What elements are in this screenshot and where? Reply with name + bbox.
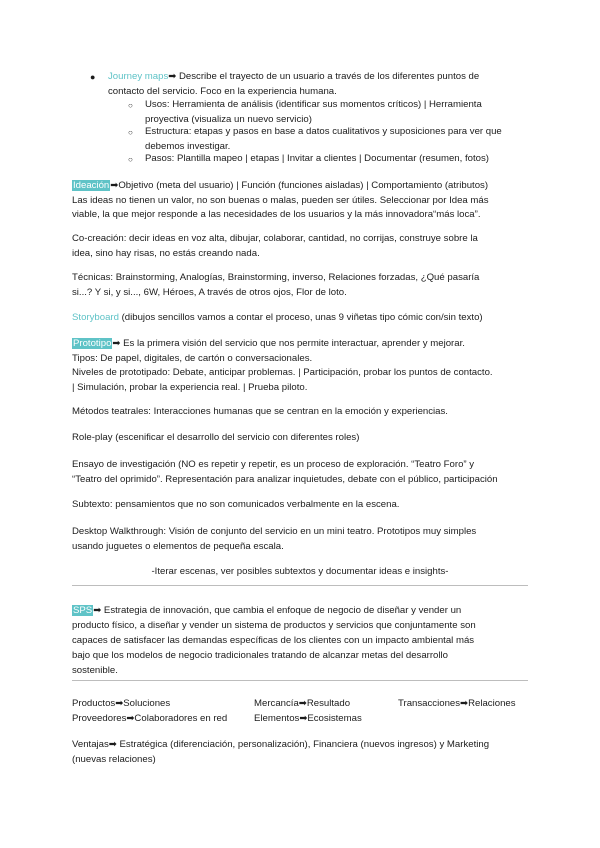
ideacion-block bbox=[72, 179, 528, 223]
prototipo-line-3: Niveles de prototipado: Debate, anticipar problemas. | Participación, probar los puntos de contacto. bbox=[72, 367, 493, 379]
desktop-line-1: Desktop Walkthrough: Visión de conjunto del servicio en un mini teatro. Prototipos muy simples bbox=[72, 526, 477, 537]
tecnicas-line-1: Técnicas: Brainstorming, Analogías, Brainstorming, inverso, Relaciones forzadas, ¿Qué pasaría bbox=[72, 272, 480, 283]
tecnicas-line-2: si...? Y si, y si..., 6W, Héroes, A través de otros ojos, Flor de loto. bbox=[72, 286, 347, 298]
estructura-line-2: debemos investigar. bbox=[145, 140, 231, 152]
sps-block bbox=[72, 603, 528, 678]
subtexto-block bbox=[72, 498, 528, 513]
subbullet-icon: ○ bbox=[128, 155, 133, 164]
roleplay-line: Role-play (escenificar el desarrollo del servicio con diferentes roles) bbox=[72, 432, 360, 443]
pair-productos: Productos➡Soluciones bbox=[72, 698, 171, 709]
pairs-col-1 bbox=[72, 697, 227, 726]
estructura-line-1: Estructura: etapas y pasos en base a datos cualitativos y suposiciones para ver que bbox=[145, 126, 502, 137]
ensayo-line-2: “Teatro del oprimido”. Representación para analizar inquietudes, debate con el público, participación bbox=[72, 473, 498, 485]
metodos-block bbox=[72, 405, 528, 420]
pair-transacciones: Transacciones➡Relaciones bbox=[398, 698, 516, 709]
cocreacion-line-2: idea, sino hay risas, no estás creando nada. bbox=[72, 247, 260, 259]
journey-sub-estructura bbox=[145, 125, 528, 154]
prototipo-line-2: Tipos: De papel, digitales, de cartón o conversacionales. bbox=[72, 352, 313, 364]
iterar-line: -Iterar escenas, ver posibles subtextos y documentar ideas e insights- bbox=[151, 566, 449, 577]
subbullet-icon: ○ bbox=[128, 128, 133, 137]
pairs-col-2 bbox=[254, 697, 362, 726]
pairs-col-3 bbox=[398, 697, 516, 712]
storyboard-term: Storyboard bbox=[72, 312, 119, 323]
prototipo-term: Prototipo bbox=[73, 338, 112, 349]
storyboard-block bbox=[72, 311, 528, 326]
journey-line-1 bbox=[108, 70, 528, 85]
cocreacion-line-1: Co-creación: decir ideas en voz alta, dibujar, colaborar, cantidad, no corrijas, construye sobre la bbox=[72, 233, 478, 244]
pair-proveedores: Proveedores➡Colaboradores en red bbox=[72, 712, 228, 724]
pair-mercancia: Mercancía➡Resultado bbox=[254, 698, 351, 709]
ideacion-line-3: viable, la que mejor responde a las necesidades de los usuarios y la más innovadora“más loca”. bbox=[72, 209, 481, 221]
desktop-block bbox=[72, 525, 528, 554]
cocreacion-block bbox=[72, 232, 528, 261]
pasos-line-1: Pasos: Plantilla mapeo | etapas | Invitar a clientes | Documentar (resumen, fotos) bbox=[145, 153, 489, 164]
sps-line-1: Estrategia de innovación, que cambia el enfoque de negocio de diseñar y vender un bbox=[101, 605, 462, 616]
journey-text-1: Describe el trayecto de un usuario a través de los diferentes puntos de bbox=[176, 71, 480, 82]
bullet-icon: ● bbox=[90, 72, 96, 82]
metodos-line: Métodos teatrales: Interacciones humanas que se centran en la emoción y experiencias. bbox=[72, 406, 448, 417]
iterar-block bbox=[72, 565, 528, 580]
sps-term: SPS bbox=[73, 605, 93, 616]
ventajas-block bbox=[72, 738, 528, 767]
prototipo-line-4: | Simulación, probar la experiencia real. | Prueba piloto. bbox=[72, 381, 308, 393]
sps-line-4: bajo que los modelos de negocio tradicionales tratando de alcanzar metas del desarrollo bbox=[72, 650, 448, 661]
journey-sub-usos bbox=[145, 98, 528, 127]
divider bbox=[72, 585, 528, 586]
divider bbox=[72, 680, 528, 681]
ideacion-term: Ideación bbox=[73, 180, 110, 191]
subtexto-line: Subtexto: pensamientos que no son comunicados verbalmente en la escena. bbox=[72, 499, 400, 510]
sps-line-5: sostenible. bbox=[72, 665, 118, 676]
arrow-icon: ➡ bbox=[168, 71, 177, 82]
arrow-icon: ➡ bbox=[110, 180, 119, 191]
prototipo-block bbox=[72, 337, 528, 395]
journey-maps-block bbox=[108, 70, 528, 99]
desktop-line-2: usando juguetes o elementos de pequeña escala. bbox=[72, 540, 284, 552]
journey-sub-pasos bbox=[145, 152, 528, 167]
ensayo-block bbox=[72, 458, 528, 487]
ensayo-line-1: Ensayo de investigación (NO es repetir y repetir, es un proceso de exploración. “Teatro Foro” y bbox=[72, 459, 475, 470]
journey-text-2: contacto del servicio. Foco en la experiencia humana. bbox=[108, 85, 337, 97]
prototipo-line-1: Es la primera visión del servicio que nos permite interactuar, aprender y mejorar. bbox=[120, 338, 465, 349]
tecnicas-block bbox=[72, 271, 528, 300]
storyboard-text: (dibujos sencillos vamos a contar el proceso, unas 9 viñetas tipo cómic con/sin texto) bbox=[118, 312, 483, 323]
sps-line-2: producto físico, a diseñar y vender un sistema de productos y servicios que conjuntamente son bbox=[72, 620, 476, 631]
sps-line-3: capaces de satisfacer las demandas específicas de los clientes con un impacto ambiental más bbox=[72, 635, 475, 646]
arrow-icon: ➡ bbox=[112, 338, 121, 349]
journey-term: Journey maps bbox=[108, 71, 169, 82]
ventajas-line-2: (nuevas relaciones) bbox=[72, 753, 156, 765]
subbullet-icon: ○ bbox=[128, 101, 133, 110]
usos-line-1: Usos: Herramienta de análisis (identificar sus momentos críticos) | Herramienta bbox=[145, 99, 482, 110]
ideacion-line-1: Objetivo (meta del usuario) | Función (funciones aisladas) | Comportamiento (atributos) bbox=[118, 180, 489, 191]
arrow-icon: ➡ bbox=[93, 605, 102, 616]
ventajas-line-1: Ventajas➡ Estratégica (diferenciación, personalización), Financiera (nuevos ingresos) y Marketing bbox=[72, 739, 490, 750]
pair-elementos: Elementos➡Ecosistemas bbox=[254, 712, 362, 724]
usos-line-2: proyectiva (visualiza un nuevo servicio) bbox=[145, 113, 312, 125]
ideacion-line-2: Las ideas no tienen un valor, no son buenas o malas, pueden ser útiles. Seleccionar por Idea más bbox=[72, 194, 489, 206]
roleplay-block bbox=[72, 431, 528, 446]
